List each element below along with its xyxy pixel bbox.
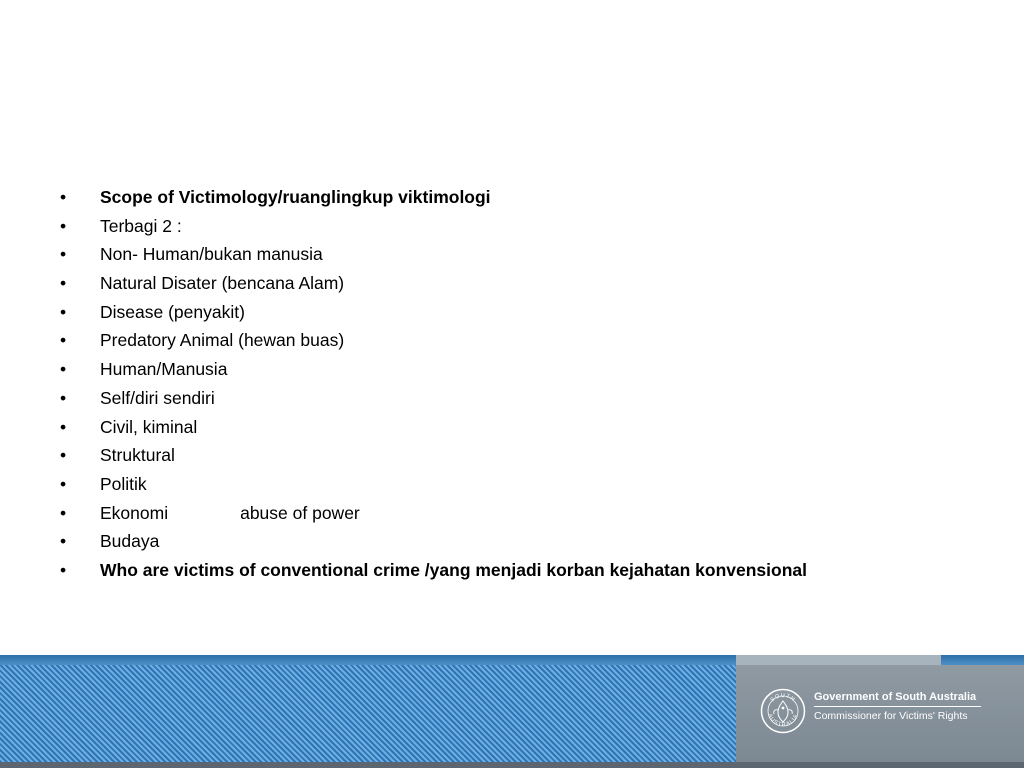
footer-grey-tab <box>736 655 941 665</box>
bullet-item <box>60 384 1000 413</box>
bullet-list <box>60 183 1000 585</box>
footer-bottom-stripe <box>0 762 1024 768</box>
bullet-item <box>60 269 1000 298</box>
bullet-item <box>60 298 1000 327</box>
bullet-text: Civil, kiminal <box>100 416 198 437</box>
bullet-marker: • <box>60 244 67 265</box>
organisation-logo-text <box>814 690 1014 723</box>
bullet-text: Self/diri sendiri <box>100 387 215 408</box>
bullet-item <box>60 527 1000 556</box>
bullet-item <box>60 212 1000 241</box>
footer-diagonal-pattern <box>0 665 736 768</box>
bullet-marker: • <box>60 559 67 580</box>
bullet-marker: • <box>60 187 67 207</box>
logo-divider <box>814 706 981 707</box>
bullet-item <box>60 326 1000 355</box>
bullet-text: Non- Human/bukan manusia <box>100 244 323 265</box>
bullet-text: Scope of Victimology/ruanglingkup viktimologi <box>100 187 491 207</box>
bullet-text: Who are victims of conventional crime /yang menjadi korban kejahatan konvensional <box>100 559 807 580</box>
seal-text-top: SOUTH <box>769 692 797 704</box>
bullet-text-with-extra <box>100 499 360 528</box>
bullet-text-main: Ekonomi <box>100 502 169 523</box>
bullet-item <box>60 413 1000 442</box>
department-name: Commissioner for Victims' Rights <box>814 710 968 722</box>
slide-body <box>60 183 1000 585</box>
bullet-marker: • <box>60 416 67 437</box>
bullet-item <box>60 441 1000 470</box>
org-name: Government of South Australia <box>814 691 977 703</box>
bullet-text: Human/Manusia <box>100 359 228 380</box>
bullet-item <box>60 240 1000 269</box>
bullet-marker: • <box>60 359 67 380</box>
bullet-text: Natural Disater (bencana Alam) <box>100 273 345 294</box>
bullet-marker: • <box>60 387 67 408</box>
bullet-text: Terbagi 2 : <box>100 215 182 236</box>
bullet-item <box>60 183 1000 212</box>
bullet-item <box>60 499 1000 528</box>
bullet-marker: • <box>60 531 67 552</box>
bullet-text: Politik <box>100 473 147 494</box>
bullet-text: Disease (penyakit) <box>100 301 245 322</box>
bullet-marker: • <box>60 473 67 494</box>
bullet-marker: • <box>60 445 67 466</box>
south-australia-seal-icon <box>760 688 806 734</box>
bullet-marker: • <box>60 330 67 351</box>
seal-text-bottom: AUSTRALIA <box>766 713 800 729</box>
bullet-marker: • <box>60 502 67 523</box>
bullet-text: Struktural <box>100 445 175 466</box>
bullet-item <box>60 355 1000 384</box>
bullet-text: Budaya <box>100 531 160 552</box>
bullet-item <box>60 470 1000 499</box>
bullet-marker: • <box>60 215 67 236</box>
bullet-item <box>60 556 1000 585</box>
bullet-marker: • <box>60 273 67 294</box>
bullet-text-extra: abuse of power <box>240 502 360 523</box>
bullet-text: Predatory Animal (hewan buas) <box>100 330 345 351</box>
bullet-marker: • <box>60 301 67 322</box>
